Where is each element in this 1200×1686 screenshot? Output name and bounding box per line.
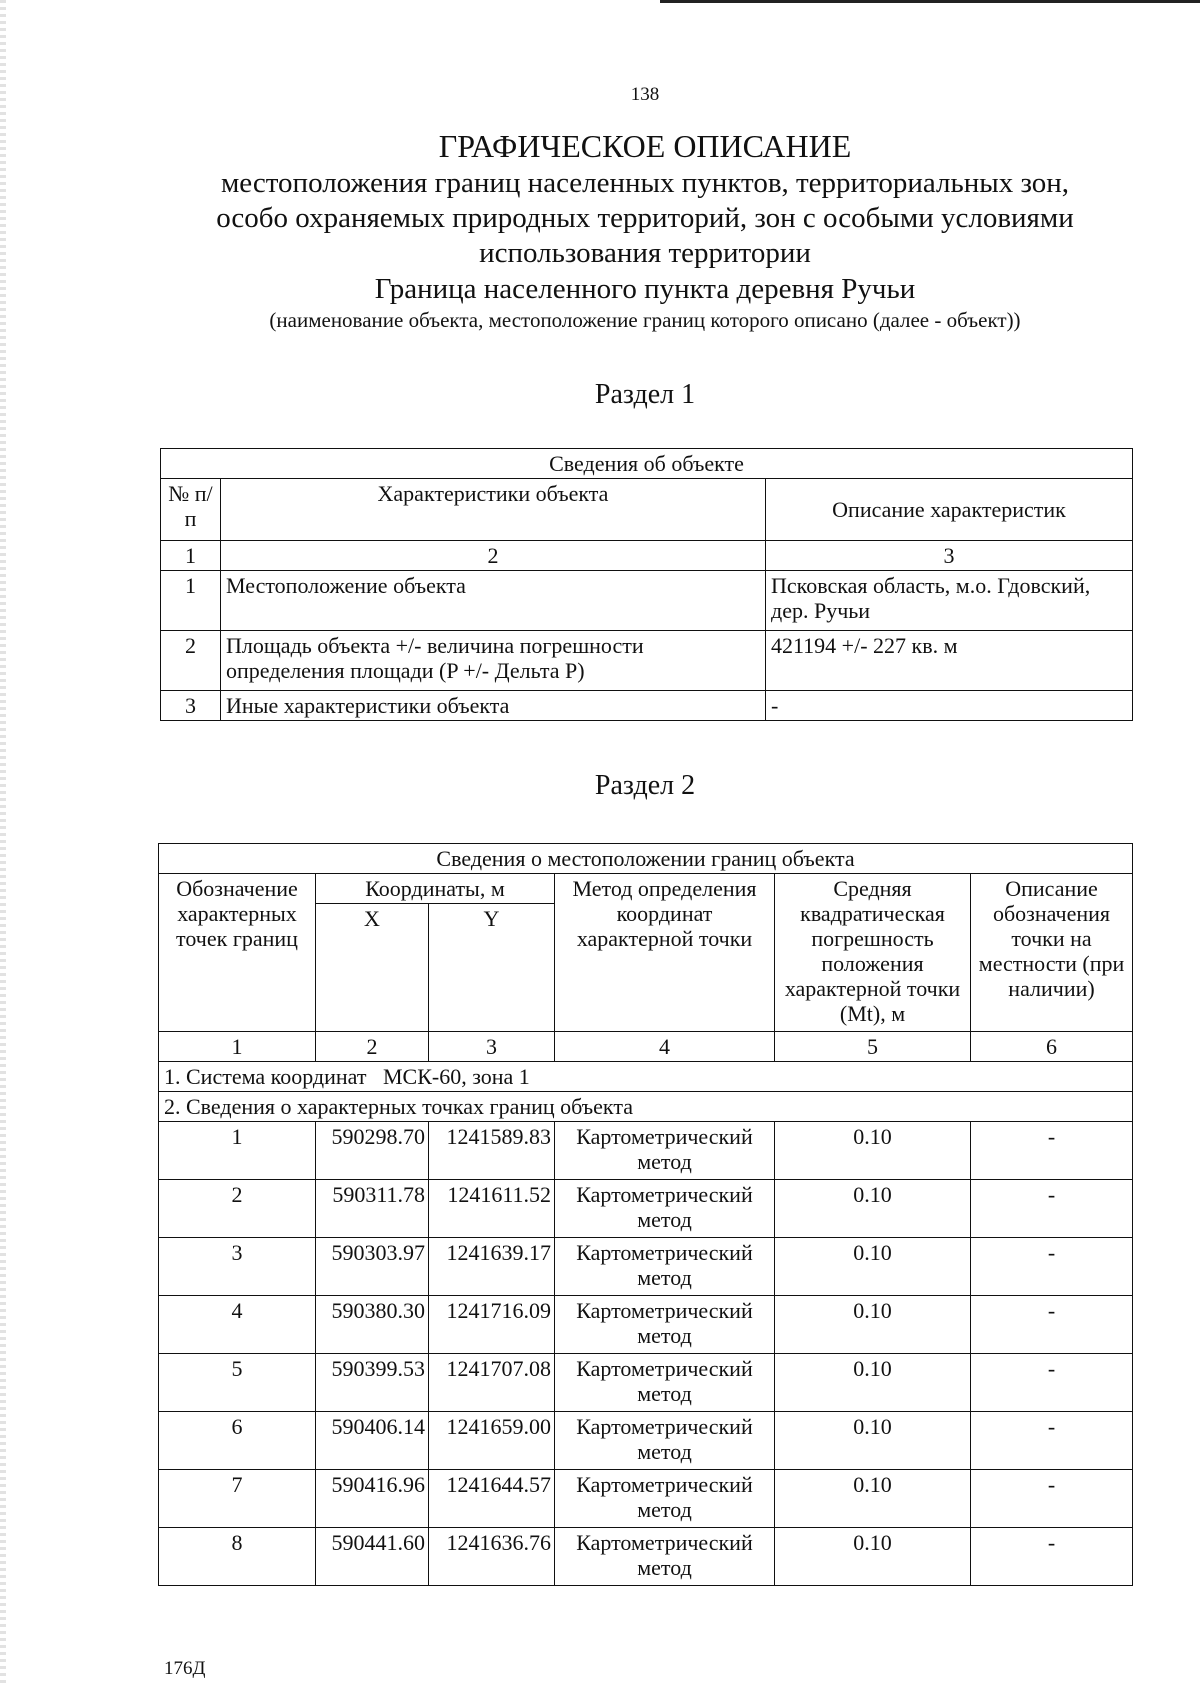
coord-x: 590311.78 [316, 1180, 429, 1238]
header-coordinates: Координаты, м [316, 874, 555, 904]
table-row [159, 1528, 1133, 1586]
point-id: 8 [159, 1528, 316, 1586]
table-row [161, 571, 1133, 631]
method: Картометрический метод [555, 1354, 775, 1412]
header-characteristics: Характеристики объекта [221, 479, 766, 541]
section2-heading: Раздел 2 [594, 770, 696, 801]
point-description: - [971, 1412, 1133, 1470]
object-info-table [160, 448, 1133, 721]
characteristic-value: - [766, 691, 1133, 721]
column-number: 1 [161, 541, 221, 571]
document-subtitle-line: местоположения границ населенных пунктов, территориальных зон, [220, 167, 1070, 199]
point-id: 3 [159, 1238, 316, 1296]
coord-y: 1241707.08 [429, 1354, 555, 1412]
coord-y: 1241589.83 [429, 1122, 555, 1180]
point-description: - [971, 1470, 1133, 1528]
coord-y: 1241644.57 [429, 1470, 555, 1528]
header-error: Средняя квадратическая погрешность положения характерной точки (Mt), м [775, 874, 971, 1032]
boundary-table-title: Сведения о местоположении границ объекта [159, 844, 1133, 874]
method: Картометрический метод [555, 1528, 775, 1586]
document-title: ГРАФИЧЕСКОЕ ОПИСАНИЕ [438, 128, 852, 164]
footer-code: 176Д [164, 1658, 206, 1679]
header-point: Обозначение характерных точек границ [159, 874, 316, 1032]
coord-x: 590298.70 [316, 1122, 429, 1180]
error-mt: 0.10 [775, 1470, 971, 1528]
error-mt: 0.10 [775, 1412, 971, 1470]
section1-heading: Раздел 1 [594, 379, 696, 410]
method: Картометрический метод [555, 1122, 775, 1180]
row-number: 2 [161, 631, 221, 691]
column-number: 5 [775, 1032, 971, 1062]
point-description: - [971, 1180, 1133, 1238]
header-method: Метод определения координат характерной точки [555, 874, 775, 1032]
error-mt: 0.10 [775, 1180, 971, 1238]
column-number: 2 [316, 1032, 429, 1062]
column-number: 4 [555, 1032, 775, 1062]
characteristic-name: Местоположение объекта [221, 571, 766, 631]
coord-y: 1241716.09 [429, 1296, 555, 1354]
point-id: 5 [159, 1354, 316, 1412]
coord-x: 590380.30 [316, 1296, 429, 1354]
method: Картометрический метод [555, 1470, 775, 1528]
point-description: - [971, 1296, 1133, 1354]
point-description: - [971, 1122, 1133, 1180]
object-info-title: Сведения об объекте [161, 449, 1133, 479]
header-number: № п/п [161, 479, 221, 541]
error-mt: 0.10 [775, 1122, 971, 1180]
point-id: 7 [159, 1470, 316, 1528]
column-number: 3 [429, 1032, 555, 1062]
header-x: X [316, 904, 429, 1032]
characteristic-name: Площадь объекта +/- величина погрешности определения площади (P +/- Дельта P) [221, 631, 766, 691]
table-row [159, 1296, 1133, 1354]
point-id: 1 [159, 1122, 316, 1180]
method: Картометрический метод [555, 1296, 775, 1354]
document-subtitle-line: особо охраняемых природных территорий, зон с особыми условиями [216, 202, 1074, 234]
coord-y: 1241636.76 [429, 1528, 555, 1586]
characteristic-value: Псковская область, м.о. Гдовский, дер. Ручьи [766, 571, 1133, 631]
table-row [159, 1412, 1133, 1470]
point-id: 4 [159, 1296, 316, 1354]
table-row [159, 1470, 1133, 1528]
column-number: 1 [159, 1032, 316, 1062]
column-number: 6 [971, 1032, 1133, 1062]
coordinate-system: 1. Система координат МСК-60, зона 1 [159, 1062, 1133, 1092]
method: Картометрический метод [555, 1180, 775, 1238]
characteristic-value: 421194 +/- 227 кв. м [766, 631, 1133, 691]
error-mt: 0.10 [775, 1354, 971, 1412]
header-y: Y [429, 904, 555, 1032]
point-description: - [971, 1354, 1133, 1412]
method: Картометрический метод [555, 1238, 775, 1296]
coord-x: 590416.96 [316, 1470, 429, 1528]
row-number: 1 [161, 571, 221, 631]
coord-y: 1241611.52 [429, 1180, 555, 1238]
column-number: 2 [221, 541, 766, 571]
point-id: 6 [159, 1412, 316, 1470]
row-number: 3 [161, 691, 221, 721]
characteristic-name: Иные характеристики объекта [221, 691, 766, 721]
header-description: Описание характеристик [766, 479, 1133, 541]
coord-x: 590303.97 [316, 1238, 429, 1296]
table-row [161, 691, 1133, 721]
error-mt: 0.10 [775, 1238, 971, 1296]
table-row [159, 1354, 1133, 1412]
scan-edge-left [0, 0, 6, 1686]
coord-x: 590406.14 [316, 1412, 429, 1470]
points-section-title: 2. Сведения о характерных точках границ объекта [159, 1092, 1133, 1122]
table-row [159, 1238, 1133, 1296]
coord-y: 1241639.17 [429, 1238, 555, 1296]
error-mt: 0.10 [775, 1296, 971, 1354]
error-mt: 0.10 [775, 1528, 971, 1586]
document-subtitle-line: использования территории [479, 237, 811, 269]
point-description: - [971, 1238, 1133, 1296]
table-row [161, 631, 1133, 691]
coord-x: 590441.60 [316, 1528, 429, 1586]
table-row [159, 1122, 1133, 1180]
table-row [159, 1180, 1133, 1238]
scan-edge-top [660, 0, 1200, 3]
page-number: 138 [630, 84, 660, 105]
method: Картометрический метод [555, 1412, 775, 1470]
point-id: 2 [159, 1180, 316, 1238]
document-header [150, 126, 1140, 333]
boundary-points-table [158, 843, 1133, 1586]
point-description: - [971, 1528, 1133, 1586]
object-note: (наименование объекта, местоположение границ которого описано (далее - объект)) [269, 308, 1021, 332]
coord-y: 1241659.00 [429, 1412, 555, 1470]
coord-x: 590399.53 [316, 1354, 429, 1412]
header-point-description: Описание обозначения точки на местности (при наличии) [971, 874, 1133, 1032]
column-number: 3 [766, 541, 1133, 571]
object-name: Граница населенного пункта деревня Ручьи [374, 273, 916, 305]
